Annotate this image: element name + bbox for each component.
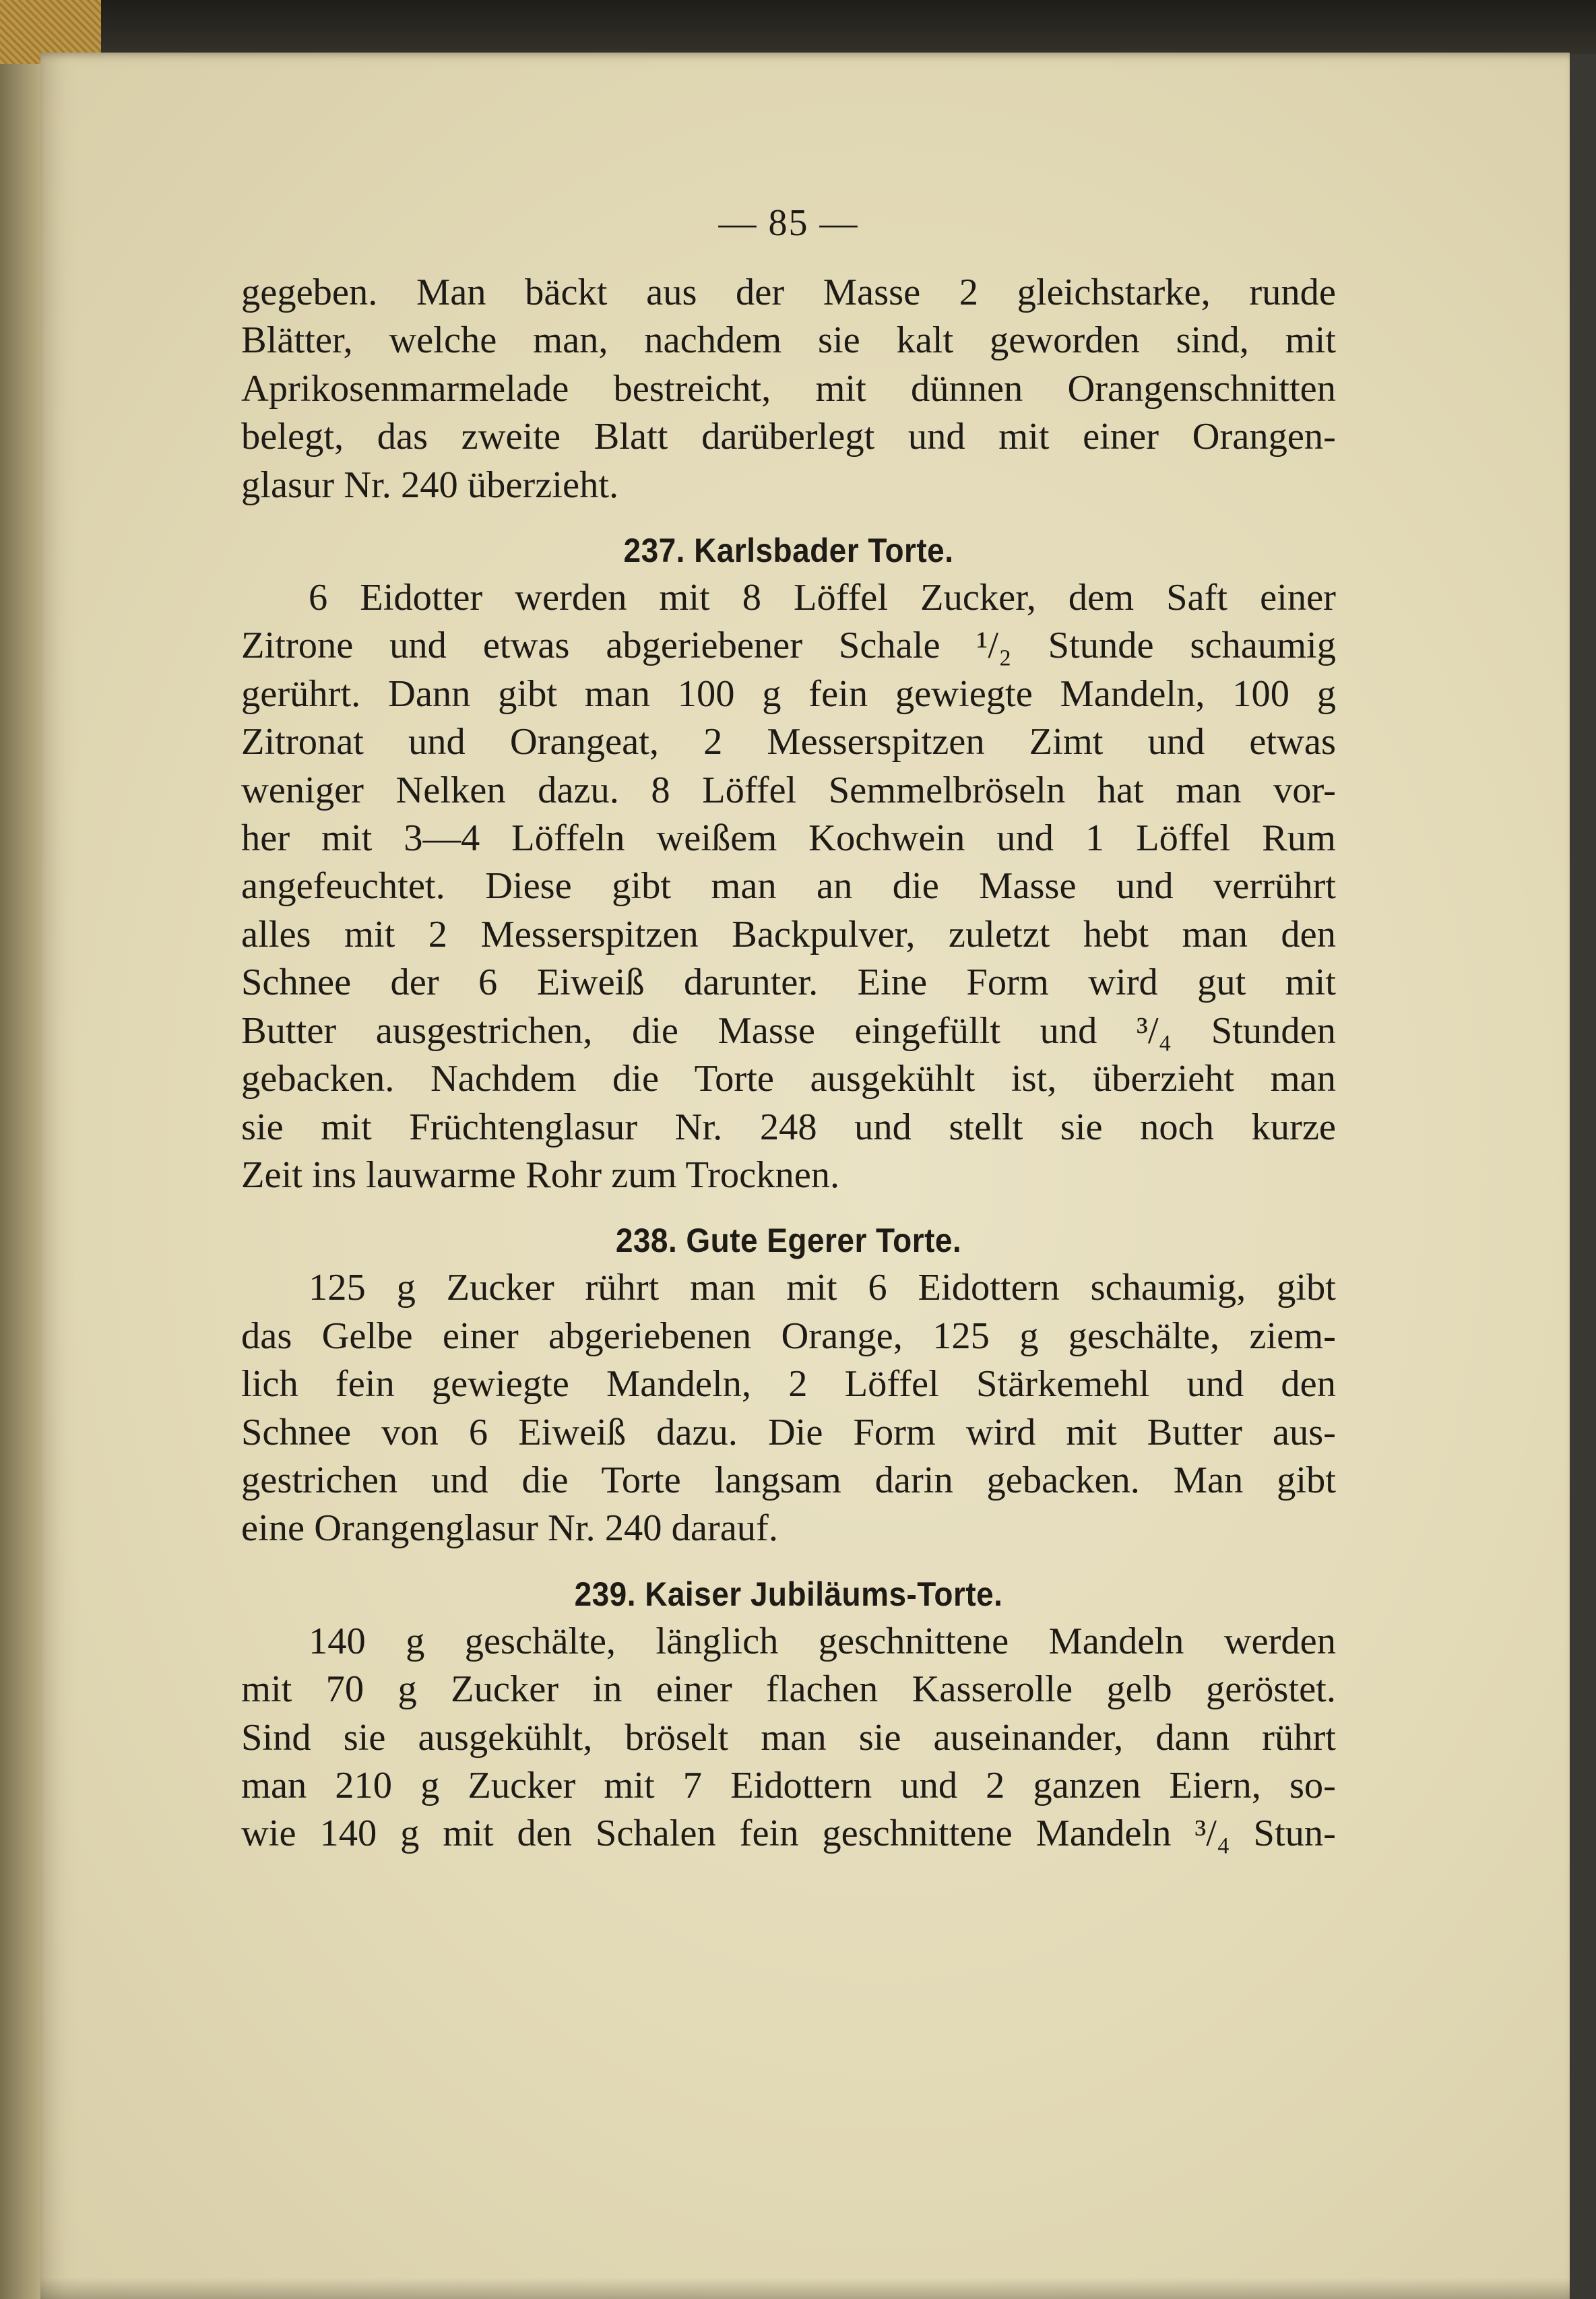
text-line: alles mit 2 Messerspitzen Backpulver, zuletzt hebt man den (241, 913, 1336, 955)
text-line: 6 Eidotter werden mit 8 Löffel Zucker, dem Saft einer (309, 577, 1336, 619)
text-line: wie 140 g mit den Schalen fein geschnittene Mandeln ³/₄ Stun- (241, 1813, 1336, 1855)
recipe-heading-239: 239. Kaiser Jubiläums-Torte. (574, 1575, 1003, 1613)
text-line: belegt, das zweite Blatt darüberlegt und mit einer Orangen- (241, 416, 1336, 458)
text-line: Sind sie ausgekühlt, bröselt man sie auseinander, dann rührt (241, 1716, 1336, 1759)
recipe-body-238 (241, 1264, 1336, 1552)
intro-paragraph (241, 269, 1336, 509)
book-page (40, 53, 1570, 2299)
text-line: Aprikosenmarmelade bestreicht, mit dünnen Orangenschnitten (241, 367, 1336, 410)
text-line: Zitrone und etwas abgeriebener Schale ¹/₂ Stunde schaumig (241, 625, 1336, 667)
text-line: Zitronat und Orangeat, 2 Messerspitzen Zimt und etwas (241, 721, 1336, 763)
text-line: gerührt. Dann gibt man 100 g fein gewiegte Mandeln, 100 g (241, 672, 1336, 715)
text-line: angefeuchtet. Diese gibt man an die Masse und verrührt (241, 865, 1336, 908)
text-line: gebacken. Nachdem die Torte ausgekühlt ist, überzieht man (241, 1058, 1336, 1100)
text-line: gegeben. Man bäckt aus der Masse 2 gleichstarke, runde (241, 272, 1336, 313)
text-line: 125 g Zucker rührt man mit 6 Eidottern schaumig, gibt (309, 1267, 1336, 1309)
page-text-block (241, 204, 1336, 1858)
text-line: sie mit Früchtenglasur Nr. 248 und stellt sie noch kurze (241, 1106, 1336, 1148)
top-binding-edge (0, 0, 1596, 54)
recipe-body-237 (241, 574, 1336, 1199)
page-bottom-shadow (40, 2277, 1570, 2299)
text-line: 140 g geschälte, länglich geschnittene Mandeln werden (309, 1620, 1336, 1662)
text-line: man 210 g Zucker mit 7 Eidottern und 2 ganzen Eiern, so- (241, 1764, 1336, 1806)
recipe-heading-237: 237. Karlsbader Torte. (623, 532, 954, 570)
recipe-body-239 (241, 1618, 1336, 1858)
text-line: lich fein gewiegte Mandeln, 2 Löffel Stärkemehl und den (241, 1363, 1336, 1406)
text-line: Schnee von 6 Eiweiß dazu. Die Form wird mit Butter aus- (241, 1411, 1336, 1453)
text-line: her mit 3—4 Löffeln weißem Kochwein und 1 Löffel Rum (241, 817, 1336, 860)
text-line: weniger Nelken dazu. 8 Löffel Semmelbröseln hat man vor- (241, 769, 1336, 811)
text-line: das Gelbe einer abgeriebenen Orange, 125 g geschälte, ziem- (241, 1315, 1336, 1357)
text-line: eine Orangenglasur Nr. 240 darauf. (241, 1507, 778, 1550)
text-line: Butter ausgestrichen, die Masse eingefüllt und ³/₄ Stunden (241, 1009, 1336, 1052)
text-line: gestrichen und die Torte langsam darin gebacken. Man gibt (241, 1459, 1336, 1501)
text-line: Schnee der 6 Eiweiß darunter. Eine Form wird gut mit (241, 962, 1336, 1004)
page-number: — 85 — (718, 202, 859, 244)
text-line: Blätter, welche man, nachdem sie kalt geworden sind, mit (241, 319, 1336, 362)
text-line: Zeit ins lauwarme Rohr zum Trocknen. (241, 1154, 840, 1196)
text-line: mit 70 g Zucker in einer flachen Kasserolle gelb geröstet. (241, 1668, 1336, 1711)
text-line: glasur Nr. 240 überzieht. (241, 464, 619, 506)
recipe-heading-238: 238. Gute Egerer Torte. (615, 1222, 962, 1260)
